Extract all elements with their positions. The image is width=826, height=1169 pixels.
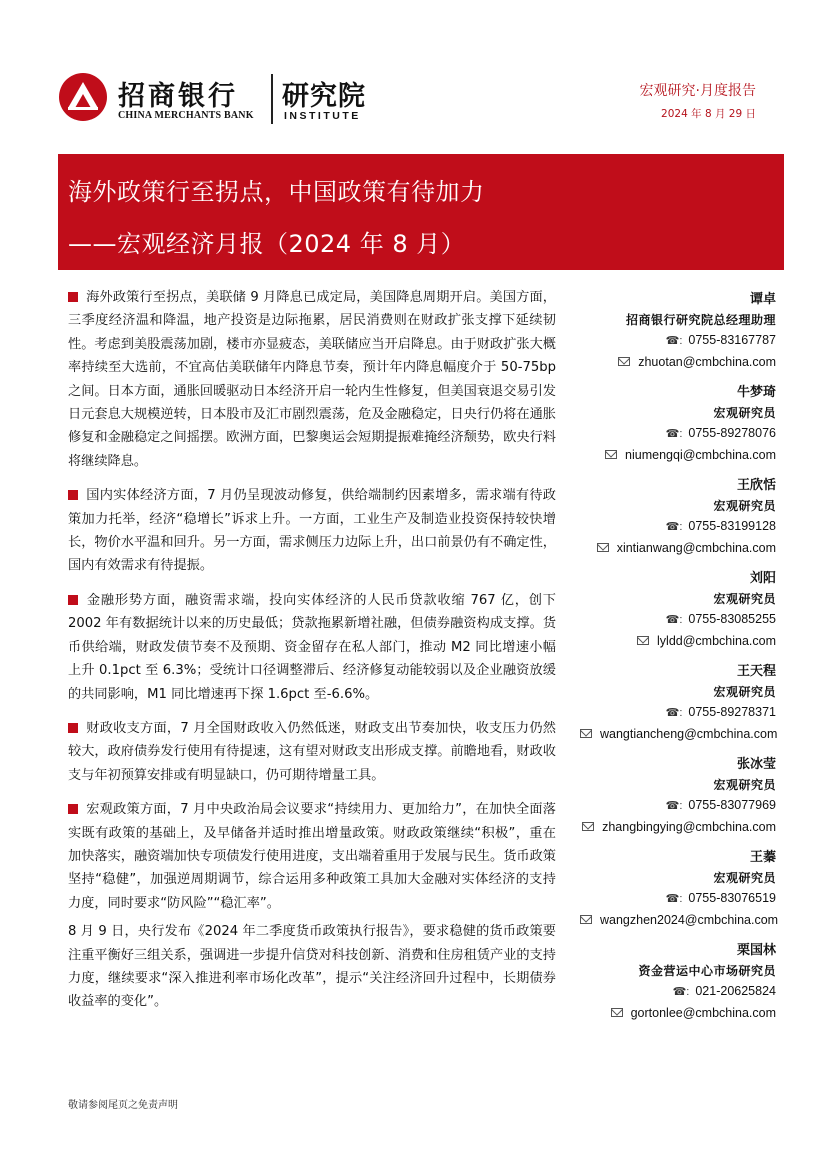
- logo-institute-cn: 研究院: [282, 81, 366, 112]
- author-email[interactable]: wangtiancheng@cmbchina.com: [580, 724, 776, 745]
- author-phone: ☎: 021-20625824: [672, 984, 776, 998]
- square-bullet-icon: [68, 595, 78, 605]
- mail-icon: [605, 450, 617, 459]
- author-role: 宏观研究员: [713, 685, 776, 699]
- summary-paragraph: 财政收支方面，7 月全国财政收入仍然低迷，财政支出节奏加快，收支压力仍然较大，政府债券发行使用有待提速，这有望对财政支出形成支撑。前瞻地看，财政收支与年初预算安排或有明显缺口，仍可期待增量工具。: [68, 720, 556, 783]
- author-card: [580, 662, 776, 745]
- author-name: 王天程: [736, 664, 776, 679]
- mail-icon: [611, 1008, 623, 1017]
- author-name: 张冰莹: [736, 757, 776, 772]
- summary-paragraph: 国内实体经济方面，7 月仍呈现波动修复，供给端制约因素增多，需求端有待政策加力托举，经济“稳增长”诉求上升。一方面，工业生产及制造业投资保持较快增长，物价水平温和回升。另一方面，需求侧压力边际上升，出口前景仍有不确定性，国内有效需求有待提振。: [68, 488, 556, 574]
- author-email[interactable]: niumengqi@cmbchina.com: [580, 445, 776, 466]
- author-name: 王欣恬: [736, 478, 776, 493]
- phone-icon: ☎:: [672, 986, 690, 998]
- title-banner: [58, 154, 784, 270]
- author-role: 资金营运中心市场研究员: [638, 964, 776, 978]
- report-subtitle: ——宏观经济月报（2024 年 8 月）: [68, 230, 466, 258]
- author-role: 宏观研究员: [713, 592, 776, 606]
- author-email[interactable]: xintianwang@cmbchina.com: [580, 538, 776, 559]
- phone-icon: ☎:: [665, 335, 683, 347]
- phone-icon: ☎:: [665, 614, 683, 626]
- author-phone: ☎: 0755-83167787: [665, 333, 776, 347]
- author-card: [580, 941, 776, 1024]
- mail-icon: [618, 357, 630, 366]
- author-email[interactable]: lyldd@cmbchina.com: [580, 631, 776, 652]
- square-bullet-icon: [68, 292, 78, 302]
- summary-paragraph: 宏观政策方面，7 月中央政治局会议要求“持续用力、更加给力”，在加快全面落实既有政策的基础上，及早储备并适时推出增量政策。财政政策继续“积极”，重在加快落实，融资端加快专项债发行使用进度，支出端着重用于发展与民生。货币政策坚持“稳健”，加强逆周期调节，综合运用多种政策工具加大金融对实体经济的支持力度，同时要求“防风险”“稳汇率”。: [68, 802, 556, 911]
- author-name: 王蓁: [749, 850, 776, 865]
- author-card: [580, 848, 779, 931]
- cmb-institute-logo: [58, 72, 388, 128]
- phone-icon: ☎:: [665, 707, 683, 719]
- summary-paragraph: 金融形势方面，融资需求端，投向实体经济的人民币贷款收缩 767 亿，创下 2002 年有数据统计以来的历史最低；贷款拖累新增社融，但债券融资构成支撑。货币供给端，财政发债节奏不及预期、资金留存在私人部门，推动 M2 同比增速小幅上升 0.1pct 至 6.3%；受统计口径调整滞后、经济修复动能较弱以及企业融资放缓的共同影响，M1 同比增速再下探 1.6pct 至-6.6%。: [68, 592, 556, 702]
- author-card: [580, 290, 776, 373]
- phone-icon: ☎:: [665, 428, 683, 440]
- mail-icon: [582, 822, 594, 831]
- author-email[interactable]: zhangbingying@cmbchina.com: [580, 817, 776, 838]
- author-name: 栗国林: [736, 943, 776, 958]
- logo-institute-en: INSTITUTE: [284, 110, 361, 122]
- mail-icon: [597, 543, 609, 552]
- summary-paragraph: 海外政策行至拐点，美联储 9 月降息已成定局，美国降息周期开启。美国方面，三季度经济温和降温，地产投资是边际拖累，居民消费则在财政扩张支撑下延续韧性。考虑到美股震荡加剧，楼市亦显疲态，美联储应当开启降息。由于财政扩张大概率持续至大选前，不宜高估美联储年内降息节奏，预计年内降息幅度介于 50-75bp 之间。日本方面，通胀回暖驱动日本经济开启一轮内生性修复，但美国衰退交易引发日元套息大规模逆转，日本股市及汇市剧烈震荡，危及金融稳定，日央行仍将在通胀修复和金融稳定之间摇摆。欧洲方面，巴黎奥运会短期提振难掩经济颓势，欧央行料将继续降息。: [68, 290, 556, 469]
- square-bullet-icon: [68, 804, 78, 814]
- square-bullet-icon: [68, 723, 78, 733]
- author-name: 刘阳: [749, 571, 776, 586]
- author-phone: ☎: 0755-83077969: [665, 798, 776, 812]
- mail-icon: [580, 915, 592, 924]
- summary-paragraph-continued: 8 月 9 日，央行发布《2024 年二季度货币政策执行报告》，要求稳健的货币政策要注重平衡好三组关系，强调进一步提升信贷对科技创新、消费和住房租赁产业的支持力度，继续要求“深入推进利率市场化改革”，提示“关注经济回升过程中，长期债券收益率的变化”。: [68, 924, 556, 1010]
- author-role: 宏观研究员: [713, 406, 776, 420]
- author-email[interactable]: gortonlee@cmbchina.com: [580, 1003, 776, 1024]
- author-list: [580, 290, 779, 1034]
- mail-icon: [580, 729, 592, 738]
- author-card: [580, 476, 776, 559]
- author-phone: ☎: 0755-83085255: [665, 612, 776, 626]
- author-card: [580, 569, 776, 652]
- logo-bank-name-en: CHINA MERCHANTS BANK: [118, 110, 254, 121]
- author-card: [580, 755, 776, 838]
- phone-icon: ☎:: [665, 800, 683, 812]
- author-name: 牛梦琦: [736, 385, 776, 400]
- author-phone: ☎: 0755-83199128: [665, 519, 776, 533]
- author-phone: ☎: 0755-89278076: [665, 426, 776, 440]
- square-bullet-icon: [68, 490, 78, 500]
- phone-icon: ☎:: [665, 521, 683, 533]
- report-title: 海外政策行至拐点，中国政策有待加力: [68, 178, 485, 206]
- cmb-logo-icon: [58, 72, 108, 122]
- author-phone: ☎: 0755-83076519: [665, 891, 776, 905]
- report-date: 2024 年 8 月 29 日: [661, 108, 756, 120]
- author-role: 宏观研究员: [713, 499, 776, 513]
- author-card: [580, 383, 776, 466]
- logo-bank-name-cn: 招商银行: [118, 81, 238, 112]
- author-email[interactable]: zhuotan@cmbchina.com: [580, 352, 776, 373]
- phone-icon: ☎:: [665, 893, 683, 905]
- author-phone: ☎: 0755-89278371: [665, 705, 776, 719]
- author-name: 谭卓: [749, 292, 776, 307]
- summary-body: [68, 286, 556, 1025]
- author-role: 宏观研究员: [713, 871, 776, 885]
- author-role: 宏观研究员: [713, 778, 776, 792]
- logo-divider: [271, 74, 273, 124]
- mail-icon: [637, 636, 649, 645]
- disclaimer-footer: 敬请参阅尾页之免责声明: [68, 1100, 178, 1111]
- author-email[interactable]: wangzhen2024@cmbchina.com: [580, 910, 776, 931]
- author-role: 招商银行研究院总经理助理: [625, 313, 776, 327]
- report-type: 宏观研究·月度报告: [639, 83, 756, 99]
